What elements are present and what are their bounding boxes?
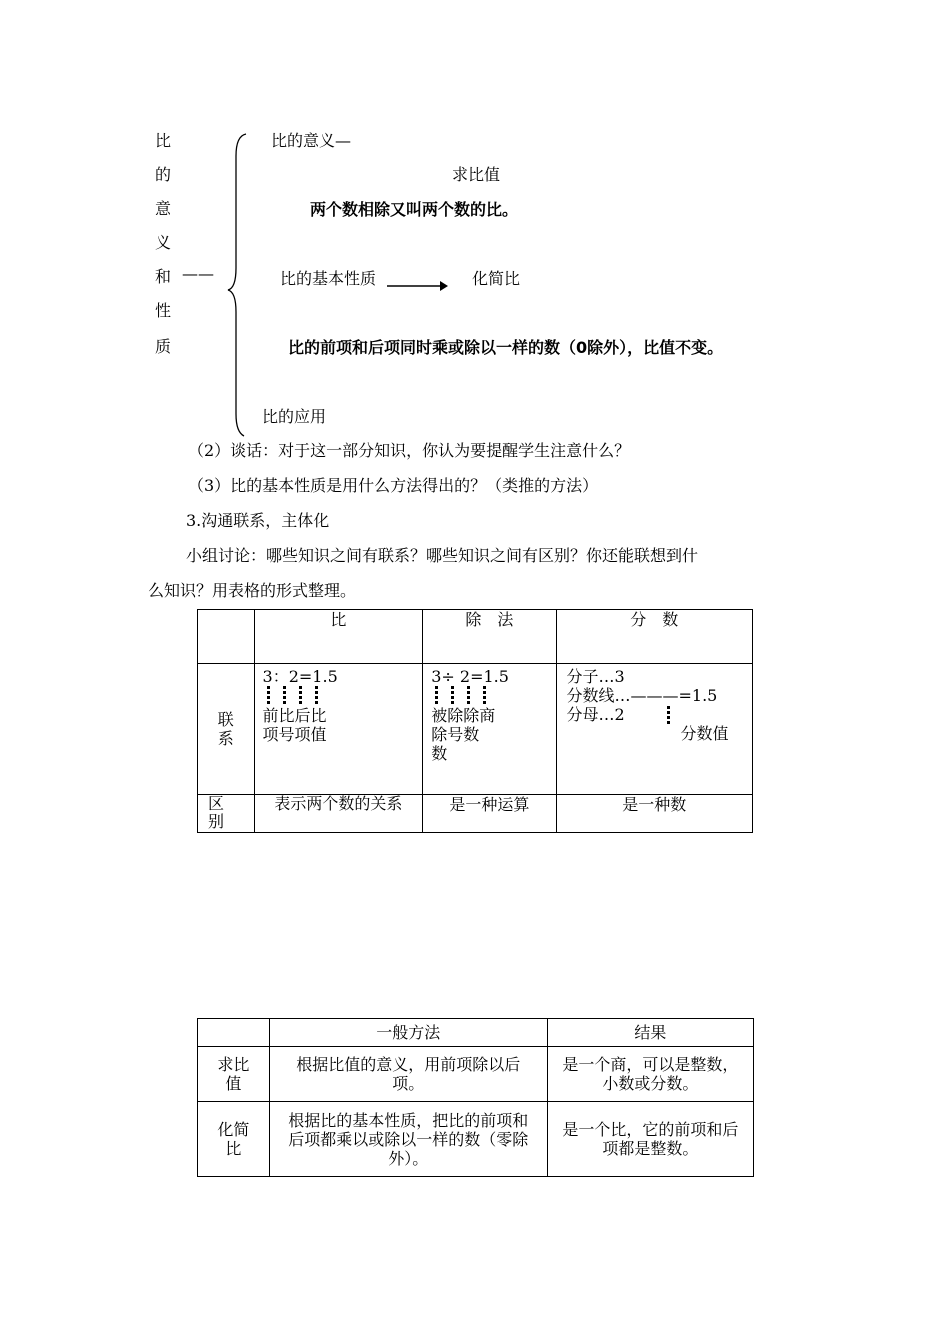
result-cell <box>547 1102 753 1177</box>
meaning-definition: 两个数相除又叫两个数的比。 <box>310 200 519 219</box>
ratio-value-label: 求比值 <box>452 165 501 184</box>
fraction-denominator: 分母…2 <box>566 705 625 724</box>
header-fraction: 分 数 <box>556 610 753 664</box>
discussion-line-1: 小组讨论：哪些知识之间有联系？哪些知识之间有区别？你还能联想到什 <box>186 546 699 565</box>
paragraph-3: （3）比的基本性质是用什么方法得出的？（类推的方法） <box>188 476 599 495</box>
row-label-text: 求比值 <box>217 1055 250 1093</box>
simplify-label: 化简比 <box>472 269 521 288</box>
title-char: 比 <box>155 131 172 150</box>
method-text: 根据比的基本性质，把比的前项和后项都乘以或除以一样的数（零除外）。 <box>288 1110 529 1168</box>
header-result: 结果 <box>547 1019 753 1047</box>
method-cell <box>269 1102 547 1177</box>
dashed-pointer <box>667 706 670 724</box>
fraction-diff-cell: 是一种数 <box>556 795 753 833</box>
row-label-text: 化简比 <box>217 1120 250 1158</box>
method-text: 根据比值的意义，用前项除以后项。 <box>296 1055 521 1093</box>
ratio-diff-cell <box>254 795 423 833</box>
connector-dash: —— <box>182 264 214 283</box>
meaning-label: 比的意义— <box>271 131 352 150</box>
division-words-1: 被除除商 <box>431 706 496 725</box>
title-char: 的 <box>155 165 172 184</box>
curly-brace <box>224 130 254 440</box>
comparison-table <box>197 609 753 833</box>
row-label <box>198 1102 270 1177</box>
ratio-expression: 3：2=1.5 <box>262 667 338 686</box>
header-ratio: 比 <box>254 610 423 664</box>
discussion-line-2: 么知识？用表格的形式整理。 <box>148 581 357 600</box>
division-words-3: 数 <box>431 744 448 763</box>
title-char: 和 <box>155 267 172 286</box>
ratio-diff-text: 表示两个数的关系 <box>274 794 403 813</box>
result-text: 是一个商，可以是整数，小数或分数。 <box>562 1055 739 1093</box>
fraction-numerator: 分子…3 <box>566 667 625 686</box>
division-words-2: 除号数 <box>431 725 480 744</box>
result-text: 是一个比，它的前项和后项都是整数。 <box>562 1120 739 1158</box>
arrow-icon <box>386 279 450 293</box>
ratio-words-2: 项号项值 <box>262 725 327 744</box>
title-char: 质 <box>155 337 172 356</box>
section-heading: 3.沟通联系，主体化 <box>186 511 330 530</box>
property-definition: 比的前项和后项同时乘或除以一样的数（0除外），比值不变。 <box>288 338 724 357</box>
header-empty <box>198 1019 270 1047</box>
fraction-link-cell <box>556 664 753 795</box>
header-division: 除 法 <box>423 610 556 664</box>
title-char: 性 <box>155 301 172 320</box>
dashed-pointers <box>263 686 423 706</box>
fraction-value-label: 分数值 <box>680 724 729 743</box>
methods-table <box>197 1018 754 1177</box>
row-label-diff <box>198 795 255 833</box>
division-diff-cell: 是一种运算 <box>423 795 556 833</box>
ratio-link-cell <box>254 664 423 795</box>
dashed-pointers <box>431 686 555 706</box>
header-method: 一般方法 <box>269 1019 547 1047</box>
division-link-cell <box>423 664 556 795</box>
row-label-link-text: 联系 <box>217 710 234 748</box>
property-label: 比的基本性质 <box>280 269 377 288</box>
paragraph-2: （2）谈话：对于这一部分知识，你认为要提醒学生注意什么？ <box>188 441 631 460</box>
row-label-link <box>198 664 255 795</box>
row-label <box>198 1047 270 1102</box>
ratio-words-1: 前比后比 <box>262 706 327 725</box>
method-cell <box>269 1047 547 1102</box>
application-label: 比的应用 <box>262 407 327 426</box>
row-label-diff-text: 区别 <box>208 794 225 831</box>
division-expression: 3÷ 2=1.5 <box>431 667 509 686</box>
title-char: 意 <box>155 199 172 218</box>
fraction-line: 分数线…———=1.5 <box>566 686 718 705</box>
title-char: 义 <box>155 233 172 252</box>
header-empty <box>198 610 255 664</box>
result-cell <box>547 1047 753 1102</box>
